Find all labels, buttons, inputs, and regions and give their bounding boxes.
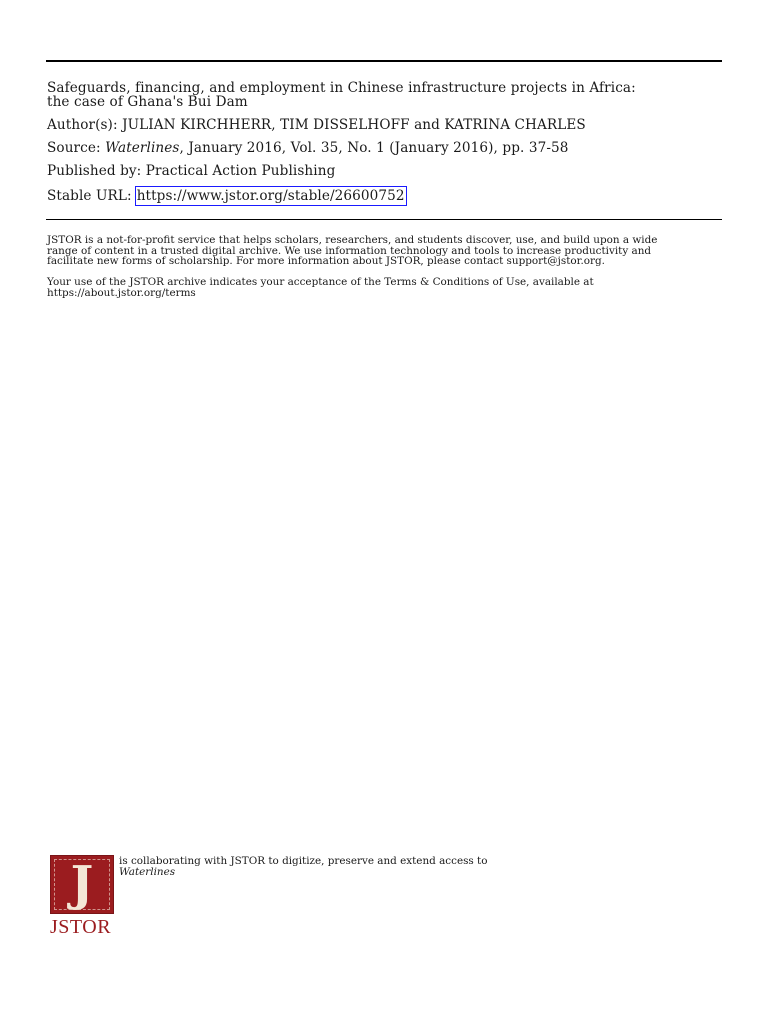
stable-url-link[interactable]: https://www.jstor.org/stable/26600752 [136, 188, 405, 204]
notice-line-1: JSTOR is a not-for-profit service that helps scholars, researchers, and students discover, use, and build upon a wide [47, 234, 658, 246]
jstor-logo-text: JSTOR [50, 916, 112, 938]
jstor-notice [47, 235, 723, 267]
article-title-line-2: the case of Ghana's Bui Dam [47, 94, 248, 110]
stable-url-label: Stable URL: [47, 188, 132, 204]
terms-line-1: Your use of the JSTOR archive indicates your acceptance of the Terms & Conditions of Use, available at [47, 276, 594, 288]
bottom-rule [46, 219, 722, 220]
authors-names: JULIAN KIRCHHERR, TIM DISSELHOFF and KATRINA CHARLES [122, 117, 586, 133]
authors-line [47, 118, 723, 132]
source-line [47, 141, 723, 155]
collaboration-note [119, 856, 488, 878]
jstor-logo-emblem-icon [50, 855, 114, 914]
article-title [47, 81, 723, 109]
terms-line-2[interactable]: https://about.jstor.org/terms [47, 286, 196, 299]
source-label: Source: [47, 140, 101, 156]
notice-line-2: range of content in a trusted digital archive. We use information technology and tools to increase productivity and [47, 244, 652, 257]
jstor-logo[interactable] [50, 855, 114, 937]
terms-notice [47, 277, 723, 298]
top-rule [46, 60, 722, 62]
collab-line-1: is collaborating with JSTOR to digitize, preserve and extend access to [119, 855, 488, 867]
article-title-line-1: Safeguards, financing, and employment in Chinese infrastructure projects in Africa: [47, 80, 636, 96]
logo-letter: J [70, 856, 94, 912]
collab-journal: Waterlines [119, 866, 176, 878]
source-details: , January 2016, Vol. 35, No. 1 (January 2016), pp. 37-58 [179, 140, 569, 156]
publisher-line [47, 164, 723, 178]
publisher-label: Published by: [47, 163, 142, 179]
stable-url-line [47, 186, 723, 206]
source-journal: Waterlines [105, 140, 180, 156]
authors-label: Author(s): [47, 117, 118, 133]
publisher-name: Practical Action Publishing [145, 163, 336, 179]
notice-line-3: facilitate new forms of scholarship. For more information about JSTOR, please contact support@jstor.org. [47, 255, 605, 267]
